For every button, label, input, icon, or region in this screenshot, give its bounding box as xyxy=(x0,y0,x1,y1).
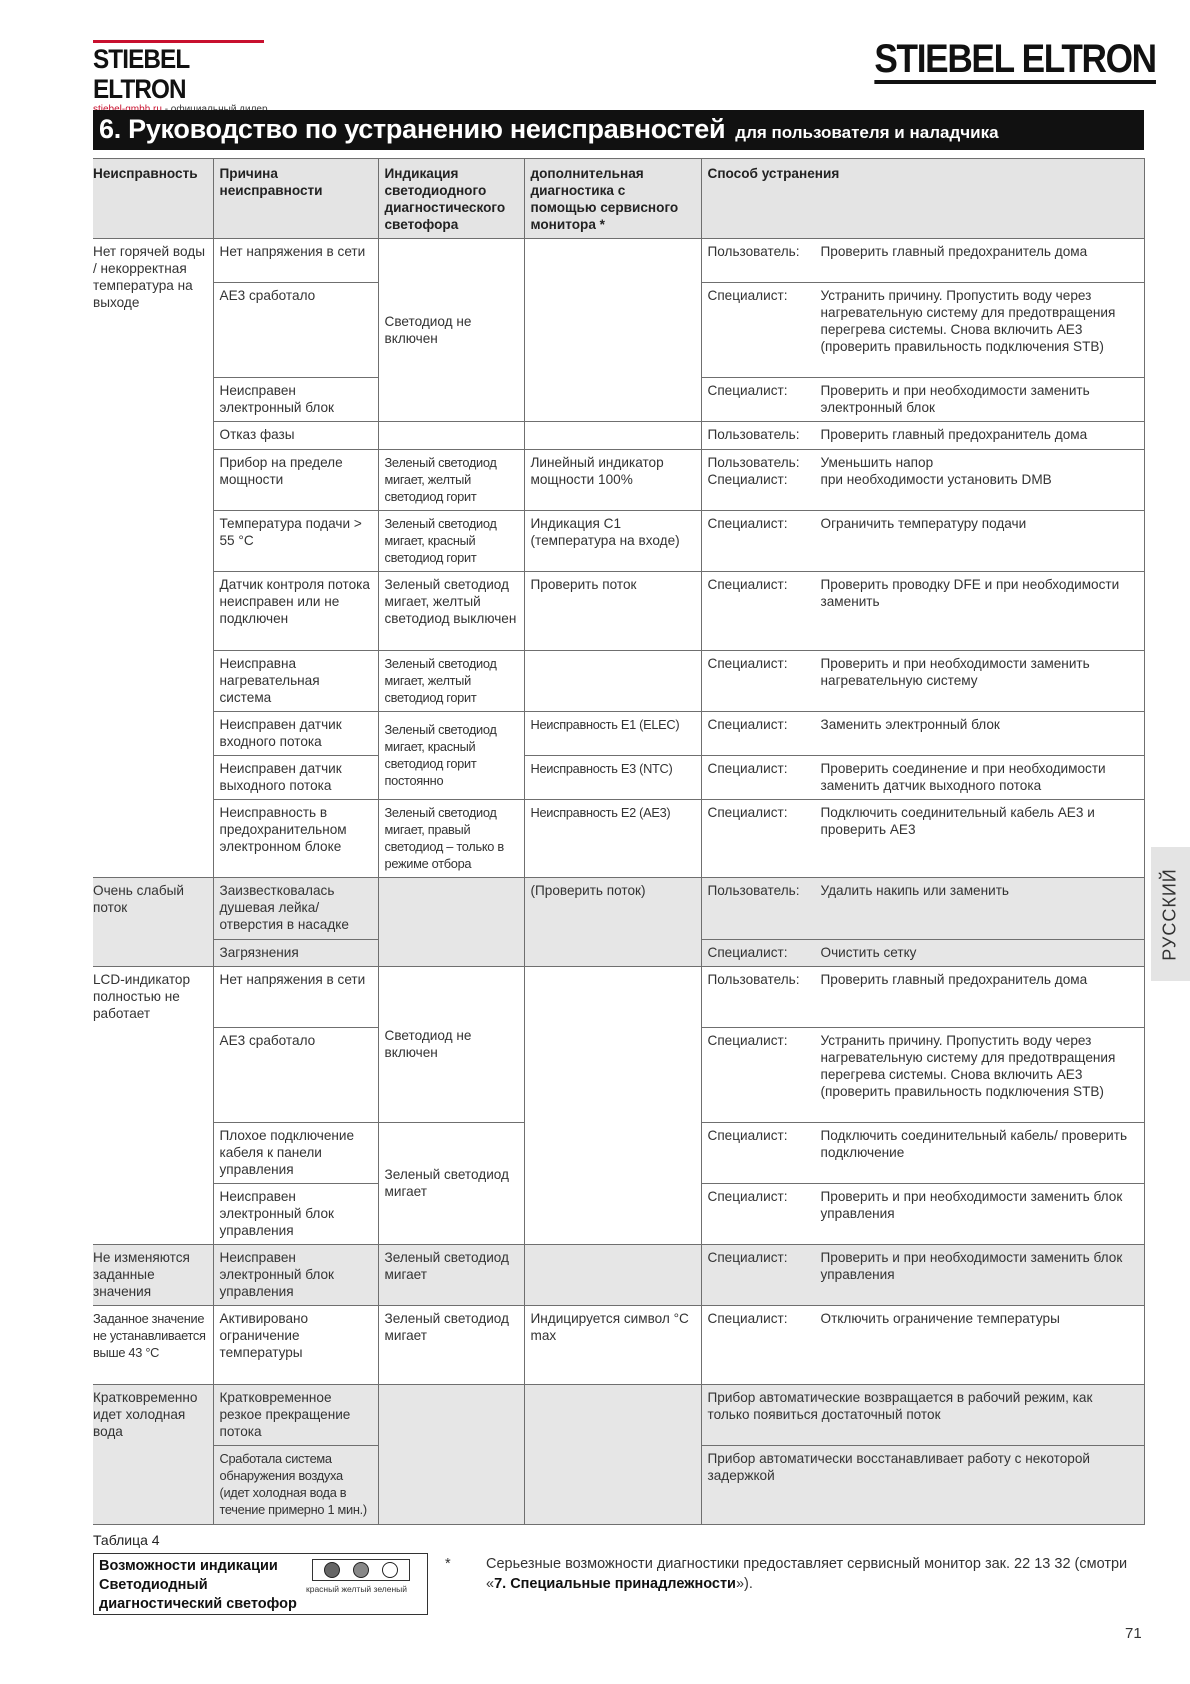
led-cell: Зеленый светодиод мигает, желтый светодиод горит xyxy=(378,450,524,511)
legend-line-3: диагностический светофор xyxy=(99,1596,297,1612)
led-cell: Зеленый светодиод мигает, красный светодиод горит постоянно xyxy=(378,712,524,800)
remedy-cell: Специалист: Подключить соединительный кабель АЕ3 и проверить АЕ3 xyxy=(701,800,1144,878)
cause-cell: АЕ3 сработало xyxy=(213,283,378,378)
header-cause: Причина неисправности xyxy=(213,159,378,239)
remedy-cell: Специалист: Устранить причину. Пропустить воду через нагревательную систему для предотвращения перегрева системы. Снова включить АЕ3 (проверить правильность подключения STB) xyxy=(701,1028,1144,1123)
language-tab xyxy=(1151,847,1190,981)
remedy-cell: Специалист: Отключить ограничение температуры xyxy=(701,1306,1144,1385)
monitor-cell xyxy=(524,239,701,422)
monitor-cell: Неисправность E2 (AE3) xyxy=(524,800,701,878)
remedy-cell: Пользователь: Проверить главный предохранитель дома xyxy=(701,239,1144,283)
remedy-cell: Специалист: Ограничить температуру подачи xyxy=(701,511,1144,572)
remedy-cell: Специалист: Проверить соединение и при необходимости заменить датчик выходного потока xyxy=(701,756,1144,800)
monitor-cell: Индикация C1 (температура на входе) xyxy=(524,511,701,572)
monitor-cell: Проверить поток xyxy=(524,572,701,651)
led-cell xyxy=(378,878,524,967)
led-cell xyxy=(378,422,524,450)
fault-cell: Заданное значение не устанавливается выше 43 °C xyxy=(93,1306,213,1385)
cause-cell: Температура подачи > 55 °C xyxy=(213,511,378,572)
cause-cell: Активировано ограничение температуры xyxy=(213,1306,378,1385)
remedy-cell: Пользователь: Удалить накипь или заменить xyxy=(701,878,1144,940)
header-remedy: Способ устранения xyxy=(701,159,1144,239)
led-cell: Зеленый светодиод мигает, красный светодиод горит xyxy=(378,511,524,572)
cause-cell: Неисправен электронный блок управления xyxy=(213,1184,378,1245)
header-fault: Неисправность xyxy=(93,159,213,239)
cause-cell: Заизвестковалась душевая лейка/ отверстия в насадке xyxy=(213,878,378,940)
table-row xyxy=(93,967,1144,1028)
led-indicator-icon xyxy=(312,1559,410,1581)
led-cell: Светодиод не включен xyxy=(378,967,524,1123)
remedy-cell: Специалист: Проверить и при необходимости заменить электронный блок xyxy=(701,378,1144,422)
led-cell: Зеленый светодиод мигает, желтый светодиод выключен xyxy=(378,572,524,651)
fault-cell: Нет горячей воды / некорректная температура на выходе xyxy=(93,239,213,878)
troubleshooting-table xyxy=(93,158,1145,1525)
cause-cell: Неисправна нагревательная система xyxy=(213,651,378,712)
table-row xyxy=(93,1306,1144,1385)
fault-cell: LCD-индикатор полностью не работает xyxy=(93,967,213,1245)
cause-cell: Неисправен датчик входного потока xyxy=(213,712,378,756)
monitor-cell xyxy=(524,1385,701,1525)
remedy-cell: Специалист: Проверить и при необходимости заменить нагревательную систему xyxy=(701,651,1144,712)
fault-cell: Очень слабый поток xyxy=(93,878,213,967)
dealer-logo-brand: STIEBEL ELTRON xyxy=(93,40,264,104)
section-title-main: 6. Руководство по устранению неисправностей xyxy=(99,114,726,144)
remedy-cell: Специалист: Проверить и при необходимости заменить блок управления xyxy=(701,1184,1144,1245)
monitor-cell xyxy=(524,651,701,712)
brand-logo: STIEBEL ELTRON xyxy=(875,38,1156,84)
monitor-cell xyxy=(524,1245,701,1306)
footnote-link: 7. Специальные принадлежности xyxy=(494,1576,736,1592)
led-cell: Зеленый светодиод мигает, правый светодиод – только в режиме отбора xyxy=(378,800,524,878)
remedy-cell: Пользователь: Проверить главный предохранитель дома xyxy=(701,967,1144,1028)
led-cell: Зеленый светодиод мигает, желтый светодиод горит xyxy=(378,651,524,712)
page-number: 71 xyxy=(1125,1625,1142,1642)
table-row xyxy=(93,1245,1144,1306)
cause-cell: Кратковременное резкое прекращение потока xyxy=(213,1385,378,1446)
table-row xyxy=(93,712,1144,756)
cause-cell: Прибор на пределе мощности xyxy=(213,450,378,511)
legend-line-1: Возможности индикации xyxy=(99,1558,278,1574)
table-row xyxy=(93,878,1144,940)
legend-line-2: Светодиодный xyxy=(99,1577,208,1593)
table-row xyxy=(93,511,1144,572)
remedy-cell: Специалист: Проверить и при необходимости заменить блок управления xyxy=(701,1245,1144,1306)
yellow-led-icon xyxy=(353,1562,369,1578)
monitor-cell: (Проверить поток) xyxy=(524,878,701,967)
remedy-cell: Специалист: Очистить сетку xyxy=(701,940,1144,967)
monitor-cell: Линейный индикатор мощности 100% xyxy=(524,450,701,511)
footnote xyxy=(445,1554,1133,1594)
cause-cell: Загрязнения xyxy=(213,940,378,967)
table-row xyxy=(93,239,1144,283)
remedy-cell: Пользователь: Специалист: Уменьшить напор при необходимости установить DMB xyxy=(701,450,1144,511)
table-row xyxy=(93,572,1144,651)
remedy-cell: Специалист: Устранить причину. Пропустить воду через нагревательную систему для предотвращения перегрева системы. Снова включить АЕ3 (проверить правильность подключения STB) xyxy=(701,283,1144,378)
led-cell: Светодиод не включен xyxy=(378,239,524,422)
dealer-logo xyxy=(93,40,283,116)
red-led-icon xyxy=(324,1562,340,1578)
table-row xyxy=(93,756,1144,800)
monitor-cell: Индицируется символ °C max xyxy=(524,1306,701,1385)
monitor-cell xyxy=(524,422,701,450)
fault-cell: Не изменяются заданные значения xyxy=(93,1245,213,1306)
cause-cell: Сработала система обнаружения воздуха (идет холодная вода в течение примерно 1 мин.) xyxy=(213,1446,378,1525)
led-cell xyxy=(378,1385,524,1525)
remedy-cell: Прибор автоматически восстанавливает работу с некоторой задержкой xyxy=(701,1446,1144,1525)
remedy-cell: Специалист: Заменить электронный блок xyxy=(701,712,1144,756)
table-caption: Таблица 4 xyxy=(93,1532,160,1548)
led-cell: Зеленый светодиод мигает xyxy=(378,1123,524,1245)
cause-cell: Плохое подключение кабеля к панели управления xyxy=(213,1123,378,1184)
monitor-cell xyxy=(524,967,701,1245)
table-row xyxy=(93,422,1144,450)
monitor-cell: Неисправность E1 (ELEC) xyxy=(524,712,701,756)
header-led: Индикация светодиодного диагностического светофора xyxy=(378,159,524,239)
cause-cell: Отказ фазы xyxy=(213,422,378,450)
table-row xyxy=(93,450,1144,511)
cause-cell: Датчик контроля потока неисправен или не подключен xyxy=(213,572,378,651)
remedy-cell: Специалист: Подключить соединительный кабель/ проверить подключение xyxy=(701,1123,1144,1184)
table-header-row xyxy=(93,159,1144,239)
table-row xyxy=(93,800,1144,878)
led-legend xyxy=(93,1553,428,1615)
fault-cell: Кратковременно идет холодная вода xyxy=(93,1385,213,1525)
cause-cell: Неисправность в предохранительном электронном блоке xyxy=(213,800,378,878)
cause-cell: Неисправен электронный блок управления xyxy=(213,1245,378,1306)
cause-cell: Нет напряжения в сети xyxy=(213,967,378,1028)
led-labels: красный желтый зеленый xyxy=(306,1584,408,1594)
cause-cell: АЕ3 сработало xyxy=(213,1028,378,1123)
cause-cell: Неисправен электронный блок xyxy=(213,378,378,422)
led-cell: Зеленый светодиод мигает xyxy=(378,1306,524,1385)
monitor-cell: Неисправность E3 (NTC) xyxy=(524,756,701,800)
section-title xyxy=(93,110,1144,150)
cause-cell: Неисправен датчик выходного потока xyxy=(213,756,378,800)
led-cell: Зеленый светодиод мигает xyxy=(378,1245,524,1306)
footnote-star: * xyxy=(445,1556,451,1572)
green-led-icon xyxy=(382,1562,398,1578)
table-row xyxy=(93,1385,1144,1446)
cause-cell: Нет напряжения в сети xyxy=(213,239,378,283)
footnote-text: Серьезные возможности диагностики предоставляет сервисный монитор зак. 22 13 32 (смотри «7. Специальные принадлежности»). xyxy=(486,1556,1128,1592)
remedy-cell: Специалист: Проверить проводку DFE и при необходимости заменить xyxy=(701,572,1144,651)
remedy-cell: Пользователь: Проверить главный предохранитель дома xyxy=(701,422,1144,450)
language-tab-label: РУССКИЙ xyxy=(1160,867,1180,961)
remedy-cell: Прибор автоматические возвращается в рабочий режим, как только появиться достаточный поток xyxy=(701,1385,1144,1446)
table-row xyxy=(93,651,1144,712)
header-monitor: дополнительная диагностика с помощью сервисного монитора * xyxy=(524,159,701,239)
section-title-aux: для пользователя и наладчика xyxy=(735,123,999,142)
